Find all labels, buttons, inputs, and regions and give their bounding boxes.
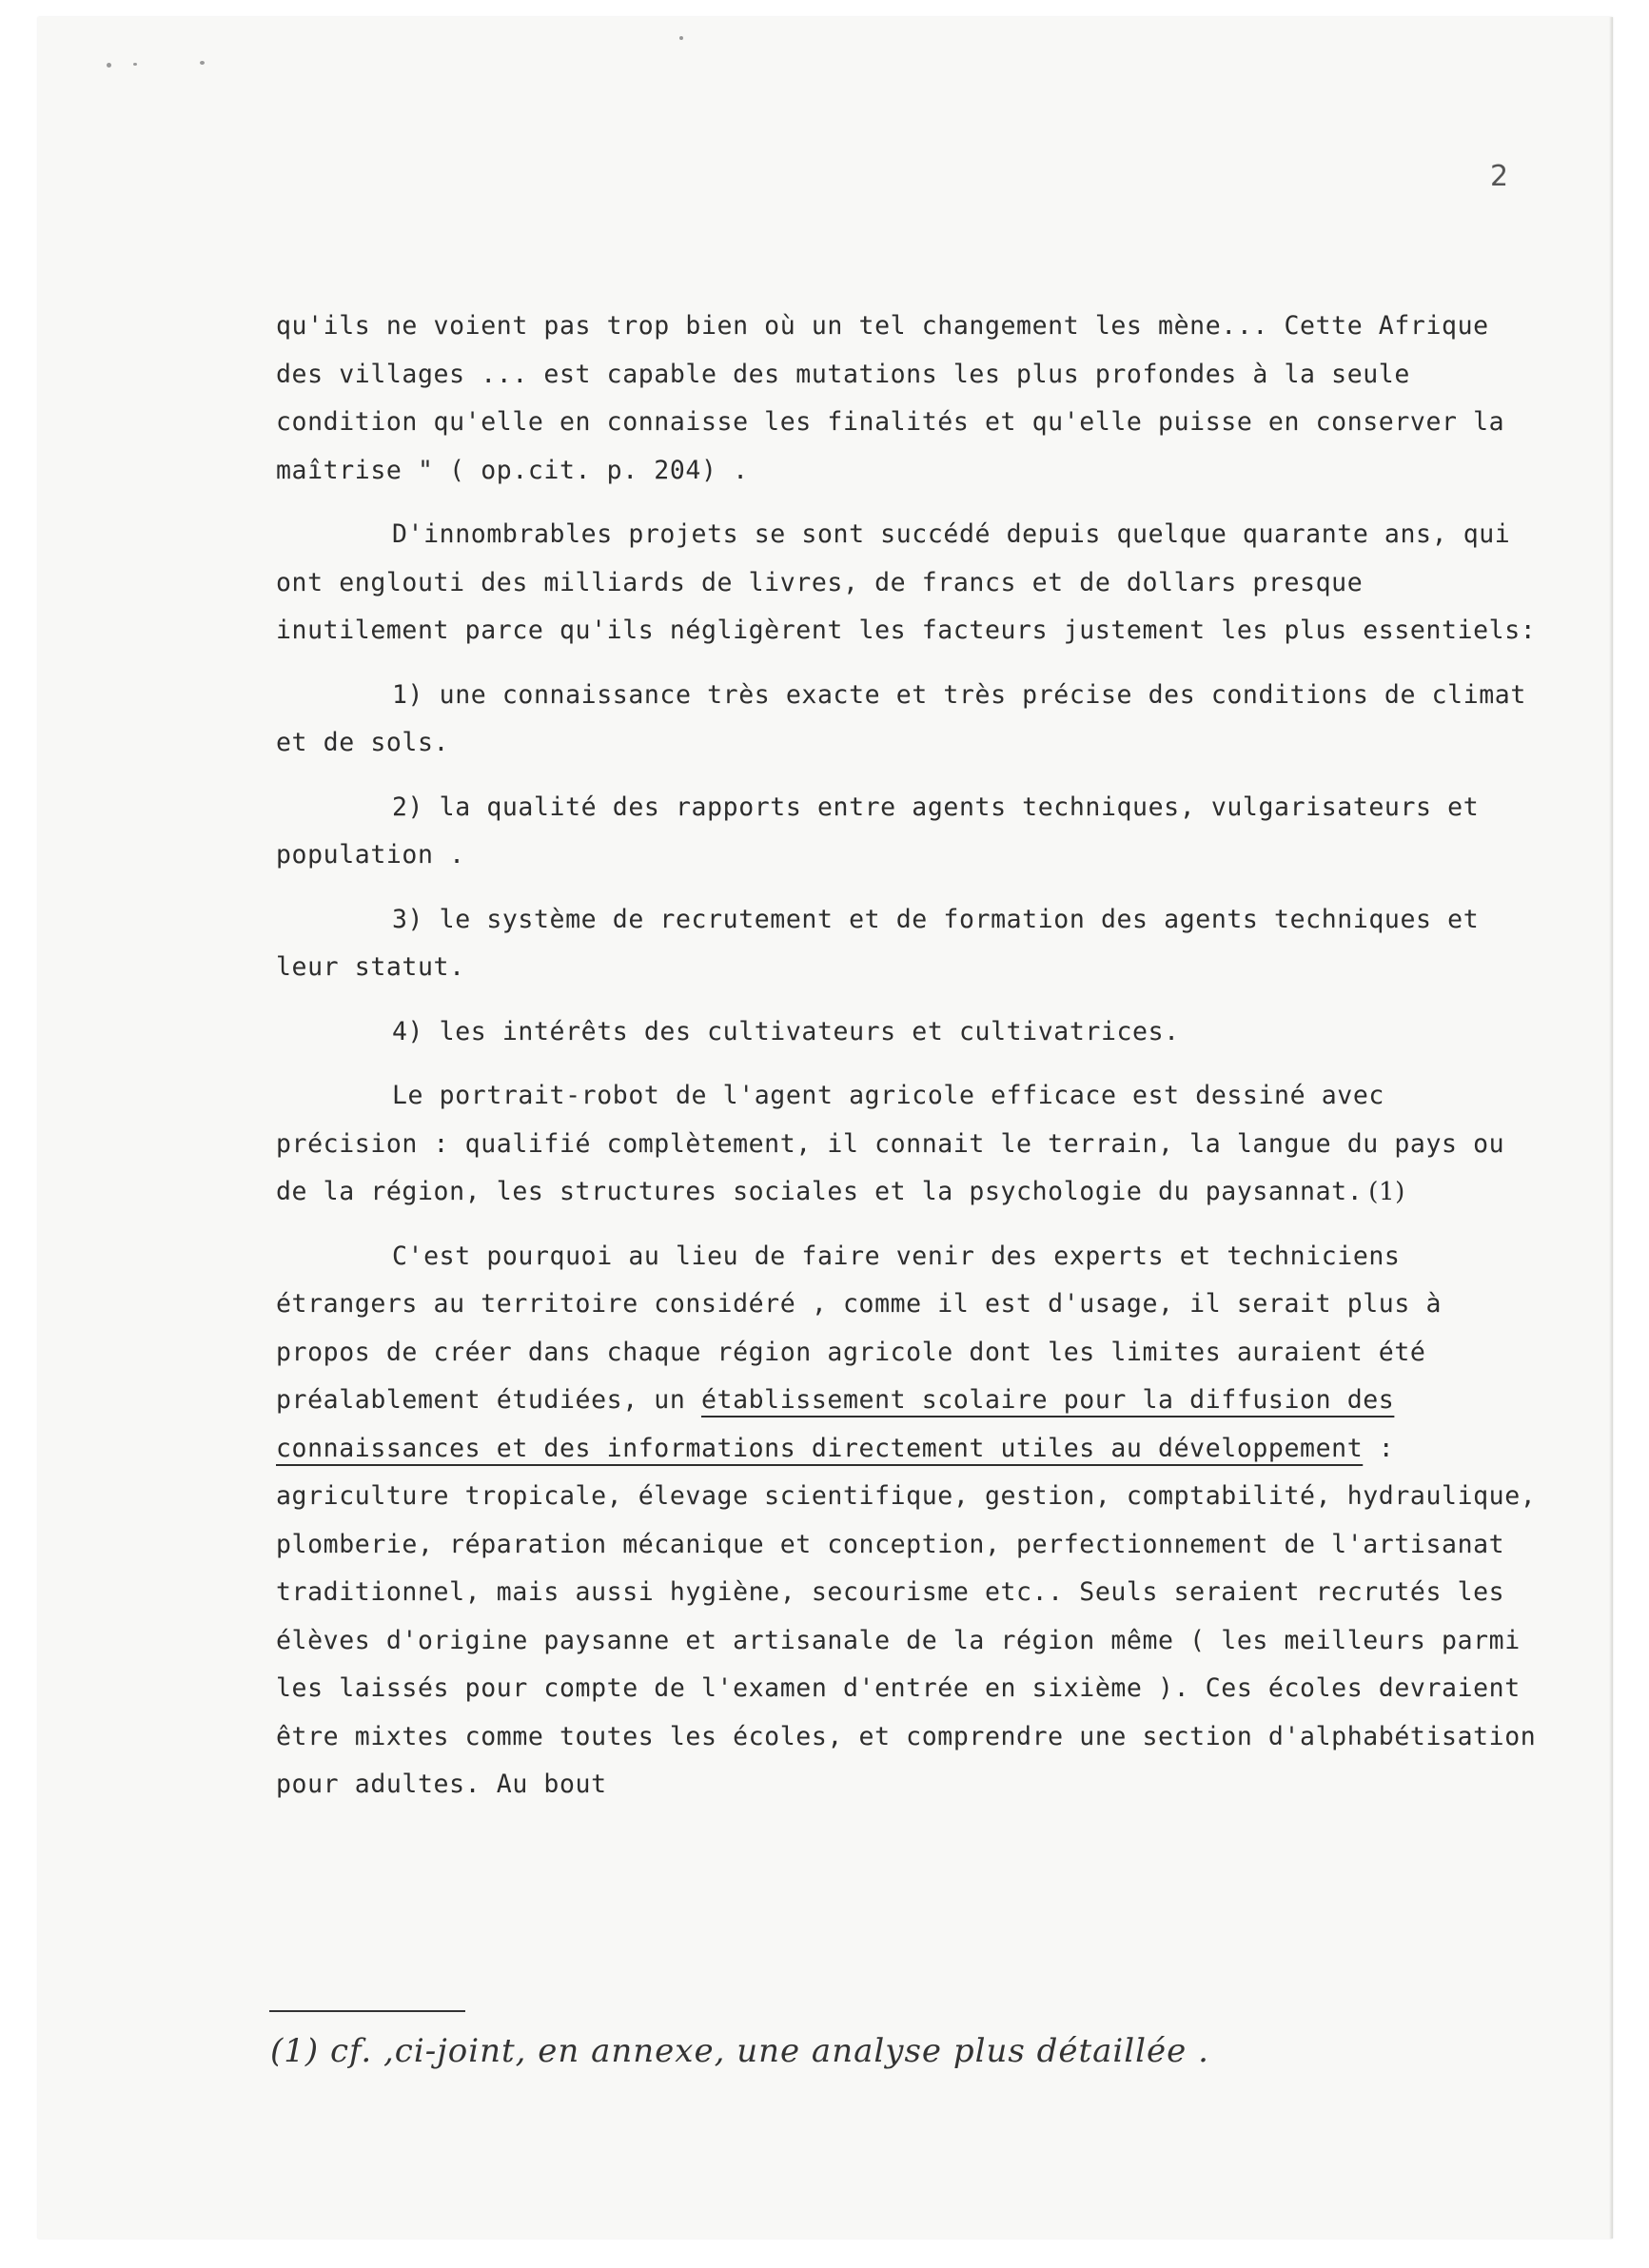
paper-speck	[679, 36, 683, 40]
list-item	[276, 1008, 1541, 1057]
body-text	[276, 303, 1541, 1826]
list-item-text: 1) une connaissance très exacte et très précise des conditions de climat et de sols.	[276, 679, 1526, 757]
paragraph-text: Le portrait-robot de l'agent agricole efficace est dessiné avec précision : qualifié complètement, il connait le terrain, la langue du pays ou de la région, les structures sociales et la psychologie du paysannat.	[276, 1081, 1505, 1206]
paragraph-text: C'est pourquoi au lieu de faire venir des experts et techniciens étrangers au territoire considéré , comme il est d'usage, il serait plus à propos de créer dans chaque région agricole dont les limites auraient été préalablement étudiées, un	[276, 1241, 1443, 1415]
handwritten-footnote: (1) cf. ,ci-joint, en annexe, une analyse plus détaillée .	[270, 2032, 1209, 2070]
list-item	[276, 672, 1541, 768]
paragraph-text: D'innombrables projets se sont succédé depuis quelque quarante ans, qui ont englouti des milliards de livres, de francs et de dollars presque inutilement parce qu'ils négligèrent les facteurs justement les plus essentiels:	[276, 519, 1537, 645]
paper-speck	[200, 61, 205, 65]
paragraph	[276, 511, 1541, 655]
paragraph	[276, 1072, 1541, 1217]
paper-speck	[133, 63, 137, 66]
paragraph	[276, 303, 1541, 495]
page-number: 2	[1490, 160, 1509, 193]
paragraph-text: : agriculture tropicale, élevage scientifique, gestion, comptabilité, hydraulique, plomberie, réparation mécanique et conception, perfectionnement de l'artisanat traditionnel, mais aussi hygiène, secourisme etc.. Seuls seraient recrutés les élèves d'origine paysanne et artisanale de la région même ( les meilleurs parmi les laissés pour compte de l'examen d'entrée en sixième ). Ces écoles devraient être mixtes comme toutes les écoles, et comprendre une section d'alphabétisation pour adultes. Au bout	[276, 1433, 1537, 1799]
underlined-text: établissement scolaire pour la diffusion des connaissances et des informations directement utiles au développement	[276, 1385, 1395, 1463]
list-item-text: 3) le système de recrutement et de formation des agents techniques et leur statut.	[276, 904, 1480, 982]
list-item	[276, 784, 1541, 880]
list-item	[276, 896, 1541, 992]
list-item-text: 2) la qualité des rapports entre agents techniques, vulgarisateurs et population .	[276, 792, 1480, 870]
footnote-divider	[269, 2010, 465, 2012]
list-item-text: 4) les intérêts des cultivateurs et cultivatrices.	[392, 1016, 1180, 1046]
paragraph-text: qu'ils ne voient pas trop bien où un tel changement les mène... Cette Afrique des villages ... est capable des mutations les plus profondes à la seule condition qu'elle en connaisse les finalités et qu'elle puisse en conserver la maîtrise " ( op.cit. p. 204) .	[276, 311, 1505, 485]
paper-speck	[107, 63, 111, 68]
paragraph	[276, 1233, 1541, 1809]
footnote-marker: (1)	[1368, 1178, 1405, 1206]
